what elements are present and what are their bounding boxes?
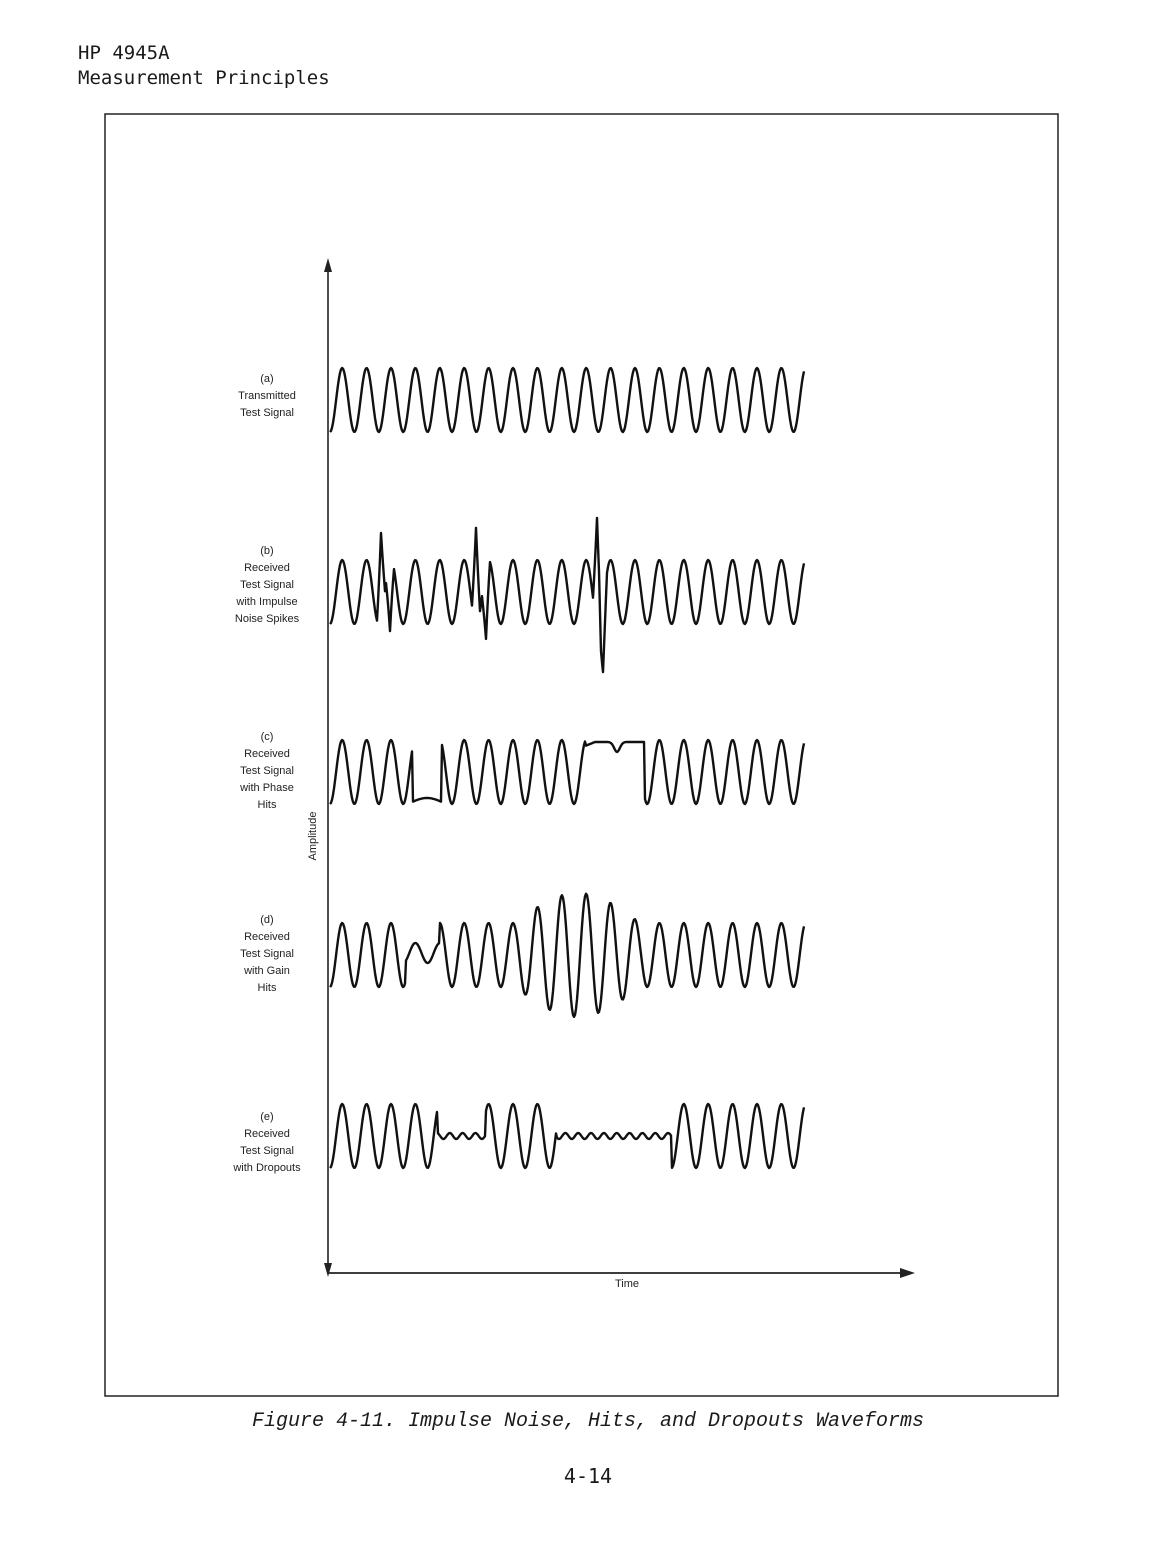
panel-label-line: (e) [260, 1111, 274, 1123]
y-axis-arrow-down [324, 1263, 332, 1277]
panel-label-line: Test Signal [240, 1145, 294, 1157]
panel-label-line: Received [244, 1128, 290, 1140]
panel-label-line: Transmitted [238, 390, 296, 402]
panel-label-line: with Phase [240, 782, 294, 794]
panel-label-line: Test Signal [240, 765, 294, 777]
waveform-a-transmitted [330, 368, 804, 432]
panel-label-line: Hits [257, 982, 277, 994]
panel-label-line: with Gain [244, 965, 290, 977]
panel-label-line: (d) [260, 914, 274, 926]
waveform-d-gain-hits [330, 894, 804, 1017]
panel-label-line: Received [244, 931, 290, 943]
panel-label-line: Received [244, 562, 290, 574]
y-axis [324, 258, 332, 1277]
panel-label-line: (b) [260, 545, 274, 557]
x-axis [328, 1268, 915, 1278]
panel-label-line: Test Signal [240, 407, 294, 419]
section-title: Measurement Principles [78, 67, 330, 89]
panel-label-line: Received [244, 748, 290, 760]
document-title: HP 4945A [78, 42, 170, 64]
panel-label-line: with Impulse [236, 596, 298, 608]
panel-label-c [212, 729, 322, 814]
panel-label-line: Hits [257, 799, 277, 811]
panel-label-b [212, 543, 322, 628]
page-number: 4-14 [563, 1464, 613, 1488]
amplitude-axis-label: Amplitude [307, 811, 319, 861]
time-axis-label: Time [614, 1278, 640, 1290]
waveform-b-impulse-noise [330, 518, 804, 672]
panel-label-line: (c) [260, 731, 274, 743]
figure-caption: Figure 4-11. Impulse Noise, Hits, and Dropouts Waveforms [251, 1410, 925, 1433]
panel-label-d [212, 912, 322, 997]
x-axis-arrow [900, 1268, 915, 1278]
panel-label-line: Test Signal [240, 948, 294, 960]
panel-label-line: with Dropouts [233, 1162, 301, 1174]
waveform-c-phase-hits [330, 740, 804, 804]
panel-label-line: Noise Spikes [234, 613, 300, 625]
panel-label-line: (a) [260, 373, 274, 385]
y-axis-arrow-up [324, 258, 332, 272]
panel-label-a [212, 371, 322, 422]
waveform-e-dropouts [330, 1104, 804, 1168]
panel-label-e [212, 1109, 322, 1177]
panel-label-line: Test Signal [240, 579, 294, 591]
